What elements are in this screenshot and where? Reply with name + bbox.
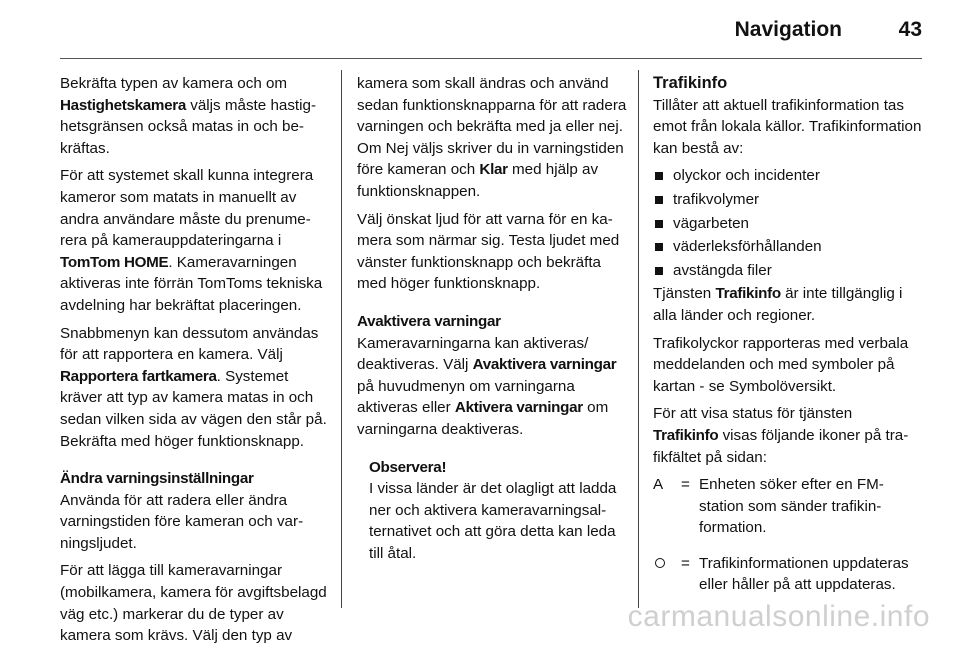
- bullet-square-icon: [655, 267, 663, 275]
- legend-equals: =: [681, 476, 690, 494]
- text: Tjänsten: [653, 285, 716, 303]
- text: Bekräfta typen av kamera och om: [60, 75, 288, 92]
- ui-term-rapportera-fartkamera: Rapportera fartkamera: [60, 367, 217, 385]
- legend-text: Enheten söker efter en FM-station som sänder trafikinformation.: [699, 476, 884, 537]
- text: . Kameravarningen aktiveras inte förrän TomToms tekniska avdelning har bekräftat placeringen.: [60, 253, 323, 314]
- watermark: carmanualsonline.info: [627, 600, 930, 633]
- text: . Systemet kräver att typ av kamera matas in och sedan vilken sida av vägen den står på. Bekräfta med höger funktionsknapp.: [60, 367, 327, 450]
- text: är inte tillgänglig i alla länder och regioner.: [653, 285, 903, 324]
- text: väljs måste hastighetsgränsen också matas in och bekräftas.: [60, 96, 317, 157]
- paragraph: [357, 73, 629, 203]
- column-right: [653, 73, 923, 610]
- list-item-text: vägarbeten: [673, 214, 749, 232]
- legend-row-circle: [653, 553, 923, 596]
- column-divider-right: [638, 70, 639, 608]
- paragraph: [357, 333, 629, 441]
- note-text: I vissa länder är det olagligt att ladda ner och aktivera kameravarningsalternativet och att göra detta kan leda till åtal.: [369, 480, 617, 562]
- column-divider-left: [341, 70, 342, 608]
- ui-term-trafikinfo: Trafikinfo: [715, 285, 781, 303]
- ui-term-hastighetskamera: Hastighetskamera: [60, 96, 187, 114]
- circle-icon: [655, 558, 665, 568]
- bullet-square-icon: [655, 220, 663, 228]
- text: Kameravarningarna kan aktiveras/ deaktiveras. Välj: [357, 334, 589, 374]
- paragraph: [653, 403, 923, 468]
- paragraph: [60, 165, 330, 316]
- note-box: [369, 457, 629, 565]
- page-header: [0, 0, 960, 62]
- header-divider: [60, 58, 922, 59]
- list-item: [653, 189, 923, 211]
- column-left: [60, 73, 330, 653]
- paragraph: [60, 73, 330, 159]
- paragraph: [60, 323, 330, 453]
- text: om varningarna deaktiveras.: [357, 399, 609, 438]
- ui-term-trafikinfo: Trafikinfo: [653, 426, 719, 444]
- page-title: Navigation: [734, 18, 842, 41]
- column-middle: [357, 73, 629, 564]
- ui-term-klar: Klar: [479, 161, 508, 179]
- text: Snabbmenyn kan dessutom användas för att rapportera en kamera. Välj: [60, 324, 319, 364]
- list-item: [653, 165, 923, 187]
- list-item-text: trafikvolymer: [673, 190, 760, 208]
- bullet-square-icon: [655, 172, 663, 180]
- legend-symbol-circle: [653, 553, 681, 596]
- ui-term-aktivera-varningar: Aktivera varningar: [454, 399, 583, 417]
- paragraph: [653, 283, 923, 326]
- legend-row-a: [653, 474, 923, 539]
- list-item: [653, 213, 923, 235]
- note-title: Observera!: [369, 458, 447, 476]
- text: kamera som skall ändras och använd sedan funktionsknapparna för att radera varningen och bekräfta med ja eller nej. Om Nej väljs skriver du in varningstiden före kameran och: [357, 75, 627, 179]
- legend-equals: =: [681, 554, 690, 572]
- page-number: 43: [898, 18, 922, 41]
- legend-symbol-a: A: [653, 476, 664, 494]
- legend-text: Trafikinformationen uppdateras eller håller på att uppdateras.: [699, 554, 909, 594]
- text: med hjälp av funktionsknappen.: [357, 161, 599, 200]
- text: visas följande ikoner på trafikfältet på sidan:: [653, 426, 909, 466]
- bullet-square-icon: [655, 196, 663, 204]
- paragraph: Välj önskat ljud för att varna för en kamera som närmar sig. Testa ljudet med vänster funktionsknapp och bekräfta med höger funktionsknapp.: [357, 210, 620, 293]
- list-item-text: avstängda filer: [673, 261, 772, 279]
- section-title: Trafikinfo: [653, 74, 728, 92]
- section-heading: Ändra varningsinställningar: [60, 470, 254, 488]
- paragraph: Trafikolyckor rapporteras med verbala meddelanden och med symboler på kartan - se Symbolöversikt.: [653, 334, 909, 395]
- ui-term-tomtom-home: TomTom HOME: [60, 253, 169, 271]
- list-item: [653, 236, 923, 258]
- section-heading: Avaktivera varningar: [357, 312, 501, 330]
- paragraph: Tillåter att aktuell trafikinformation tas emot från lokala källor. Trafikinformation kan bestå av:: [653, 96, 922, 157]
- ui-term-avaktivera-varningar: Avaktivera varningar: [472, 356, 617, 374]
- bullet-square-icon: [655, 243, 663, 251]
- text: på huvudmenyn om varningarna aktiveras eller: [357, 377, 575, 417]
- list-item: [653, 260, 923, 282]
- text: För att visa status för tjänsten: [653, 405, 853, 423]
- paragraph: Använda för att radera eller ändra varningstiden före kameran och varningsljudet.: [60, 491, 304, 552]
- bullet-list: [653, 165, 923, 281]
- paragraph: För att lägga till kameravarningar (mobilkamera, kamera för avgiftsbelagd väg etc.) markerar du de typer av kamera som krävs. Välj den typ av: [60, 562, 327, 645]
- text: För att systemet skall kunna integrera kameror som matats in manuellt av andra användare måste du prenumerera på kamerauppdateringarna i: [60, 167, 314, 250]
- list-item-text: väderleksförhållanden: [673, 238, 822, 256]
- list-item-text: olyckor och incidenter: [673, 167, 820, 185]
